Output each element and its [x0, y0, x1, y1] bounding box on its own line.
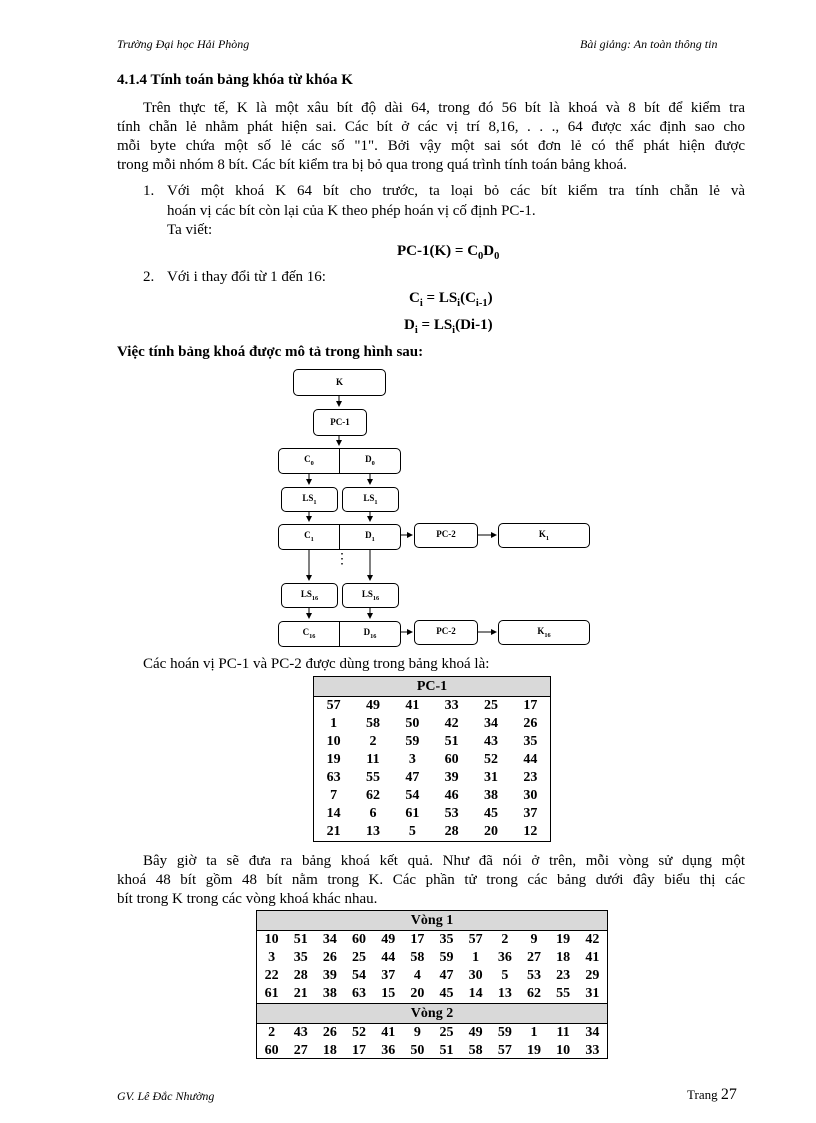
round-2-cell: 59	[497, 1025, 512, 1040]
pc1-cell: 25	[483, 698, 498, 713]
round-1-cell: 23	[556, 968, 571, 983]
round-1-cell: 14	[468, 986, 483, 1001]
pc1-cell: 5	[408, 824, 416, 839]
pc1-cell: 7	[330, 788, 338, 803]
box-c0-d0	[278, 448, 401, 474]
round-2-cell: 52	[352, 1025, 367, 1040]
pc1-cell: 12	[523, 824, 538, 839]
pc1-cell: 6	[369, 806, 377, 821]
round-1-cell: 38	[322, 986, 337, 1001]
round-1-cell: 20	[410, 986, 425, 1001]
formula-ci: $C_i = LS_i(C_{i-1})$	[409, 290, 493, 309]
label-d16: $D_{16}$	[363, 627, 377, 640]
round-1-cell: 5	[501, 968, 509, 983]
round-2-cell: 49	[468, 1025, 483, 1040]
pc1-cell: 45	[483, 806, 498, 821]
formula-pc1: $PC-1(K) = C_0D_0$	[397, 243, 500, 262]
round-1-cell: 37	[381, 968, 396, 983]
pc1-cell: 61	[405, 806, 420, 821]
pc1-cell: 31	[483, 770, 498, 785]
round-1-cell: 31	[585, 986, 600, 1001]
round-1-cell: 29	[585, 968, 600, 983]
box-c16-d16	[278, 621, 401, 647]
round-2-row	[257, 1042, 607, 1060]
round-1-cell: 3	[268, 950, 276, 965]
round-2-title: Vòng 2	[257, 1004, 607, 1024]
pc1-cell: 52	[483, 752, 498, 767]
header-left: Trường Đại học Hải Phòng	[117, 37, 250, 51]
round-1-cell: 34	[322, 932, 337, 947]
round-1-cell: 9	[530, 932, 538, 947]
round-1-row	[257, 949, 607, 967]
round-1-cell: 17	[410, 932, 425, 947]
step-2-number: 2.	[143, 269, 155, 285]
round-1-cell: 54	[352, 968, 367, 983]
round-1-cell: 2	[501, 932, 509, 947]
pc1-row	[314, 787, 550, 805]
round-1-cell: 36	[497, 950, 512, 965]
round-2-cell: 57	[497, 1043, 512, 1058]
round-1-cell: 63	[352, 986, 367, 1001]
round-2-cell: 51	[439, 1043, 454, 1058]
round-2-cell: 58	[468, 1043, 483, 1058]
box-c1-d1	[278, 524, 401, 550]
round-2-cell: 10	[556, 1043, 571, 1058]
round-1-cell: 13	[497, 986, 512, 1001]
round-1-cell: 57	[468, 932, 483, 947]
round-2-cell: 43	[293, 1025, 308, 1040]
pc1-cell: 51	[444, 734, 459, 749]
box-ls1-right: $LS_1$	[342, 487, 399, 512]
round-1-row	[257, 967, 607, 985]
label-d1: $D_1$	[365, 530, 375, 543]
outro-line-2: khoá 48 bít gồm 48 bít nằm trong K. Các phần tử trong các bảng dưới đây biểu thị các	[117, 872, 745, 888]
pc1-cell: 60	[444, 752, 459, 767]
pc1-cell: 19	[326, 752, 341, 767]
round-1-cell: 45	[439, 986, 454, 1001]
diagram-ellipsis: ⋮	[335, 552, 349, 567]
pc1-cell: 38	[483, 788, 498, 803]
round-2-cell: 41	[381, 1025, 396, 1040]
pc1-cell: 20	[483, 824, 498, 839]
intro-line-2: tính chẵn lẻ nhằm phát hiện sai. Các bít ở các vị trí 8,16, . . ., 64 được xác định sao cho	[117, 119, 745, 135]
round-1-cell: 41	[585, 950, 600, 965]
round-2-cell: 25	[439, 1025, 454, 1040]
round-1-row	[257, 985, 607, 1004]
pc1-cell: 28	[444, 824, 459, 839]
round-2-cell: 2	[268, 1025, 276, 1040]
round-1-cell: 39	[322, 968, 337, 983]
pc1-cell: 63	[326, 770, 341, 785]
round-1-cell: 21	[293, 986, 308, 1001]
pc1-cell: 49	[365, 698, 380, 713]
label-d0: $D_0$	[365, 454, 375, 467]
pc1-row	[314, 769, 550, 787]
pc1-cell: 10	[326, 734, 341, 749]
section-title: 4.1.4 Tính toán bảng khóa từ khóa K	[117, 72, 353, 88]
intro-line-1: Trên thực tế, K là một xâu bít độ dài 64, trong đó 56 bít là khoá và 8 bít để kiểm tra	[143, 100, 745, 116]
round-1-cell: 59	[439, 950, 454, 965]
pc1-cell: 41	[405, 698, 420, 713]
round-1-cell: 58	[410, 950, 425, 965]
pc1-cell: 21	[326, 824, 341, 839]
round-2-cell: 50	[410, 1043, 425, 1058]
round-2-cell: 33	[585, 1043, 600, 1058]
box-ls16-right: $LS_{16}$	[342, 583, 399, 608]
round-1-cell: 26	[322, 950, 337, 965]
pc1-row	[314, 805, 550, 823]
round-2-cell: 26	[322, 1025, 337, 1040]
pc1-cell: 59	[405, 734, 420, 749]
round-1-cell: 1	[472, 950, 480, 965]
box-k: K	[293, 369, 386, 396]
round-1-cell: 28	[293, 968, 308, 983]
round-1-cell: 47	[439, 968, 454, 983]
pc1-cell: 35	[523, 734, 538, 749]
pc1-cell: 33	[444, 698, 459, 713]
outro-line-1: Bây giờ ta sẽ đưa ra bảng khoá kết quả. Như đã nói ở trên, mỗi vòng sử dụng một	[143, 853, 745, 869]
round-1-cell: 55	[556, 986, 571, 1001]
round-1-cell: 35	[293, 950, 308, 965]
pc1-cell: 37	[523, 806, 538, 821]
round-1-cell: 19	[556, 932, 571, 947]
outro-line-3: bít trong K trong các vòng khoá khác nhau.	[117, 891, 378, 907]
pc1-cell: 62	[365, 788, 380, 803]
label-c1: $C_1$	[304, 530, 314, 543]
intro-line-4: trong mỗi nhóm 8 bít. Các bít kiểm tra bị bỏ qua trong quá trình tính toán bảng khoá.	[117, 157, 627, 173]
box-pc2-1: PC-2	[414, 523, 478, 548]
pc1-table	[314, 677, 550, 841]
round-1-cell: 49	[381, 932, 396, 947]
pc1-table-title: PC-1	[314, 677, 550, 697]
round-2-row	[257, 1024, 607, 1043]
round-2-cell: 17	[352, 1043, 367, 1058]
pc1-cell: 14	[326, 806, 341, 821]
round-1-cell: 22	[264, 968, 279, 983]
round-1-cell: 51	[293, 932, 308, 947]
round-1-cell: 35	[439, 932, 454, 947]
round-2-cell: 18	[322, 1043, 337, 1058]
intro-line-3: mỗi byte chứa một số lẻ các số "1". Bởi vậy một sai sót đơn lẻ có thể phát hiện được	[117, 138, 745, 154]
pc1-cell: 11	[366, 752, 380, 767]
round-1-cell: 4	[413, 968, 421, 983]
pc1-cell: 43	[483, 734, 498, 749]
step-2-line: Với i thay đổi từ 1 đến 16:	[167, 269, 326, 285]
label-c0: $C_0$	[304, 454, 314, 467]
pc1-cell: 17	[523, 698, 538, 713]
round-1-row	[257, 931, 607, 950]
pc1-cell: 30	[523, 788, 538, 803]
pc1-cell: 44	[523, 752, 538, 767]
label-c16: $C_{16}$	[302, 627, 316, 640]
pc1-cell: 34	[483, 716, 498, 731]
pc1-row	[314, 823, 550, 841]
box-k16: $K_{16}$	[498, 620, 590, 645]
round-1-title: Vòng 1	[257, 911, 607, 931]
round-1-cell: 62	[526, 986, 541, 1001]
footer-author: GV. Lê Đắc Nhường	[117, 1089, 215, 1103]
pc1-cell: 1	[330, 716, 338, 731]
box-ls1-left: $LS_1$	[281, 487, 338, 512]
box-pc1: PC-1	[313, 409, 367, 436]
pc1-cell: 39	[444, 770, 459, 785]
pc1-cell: 54	[405, 788, 420, 803]
pc1-row	[314, 715, 550, 733]
round-2-cell: 9	[413, 1025, 421, 1040]
round-1-cell: 60	[352, 932, 367, 947]
round-2-cell: 27	[293, 1043, 308, 1058]
pc1-cell: 13	[365, 824, 380, 839]
pc1-cell: 26	[523, 716, 538, 731]
round-1-cell: 44	[381, 950, 396, 965]
round-2-cell: 36	[381, 1043, 396, 1058]
pc1-cell: 58	[365, 716, 380, 731]
round-1-cell: 61	[264, 986, 279, 1001]
footer-page: Trang 27	[687, 1086, 737, 1103]
pc1-cell: 46	[444, 788, 459, 803]
round-1-cell: 15	[381, 986, 396, 1001]
step-1-line-3: Ta viết:	[167, 222, 213, 238]
box-pc2-16: PC-2	[414, 620, 478, 645]
header-right: Bài giảng: An toàn thông tin	[580, 37, 718, 51]
step-1-line-2: hoán vị các bít còn lại của K theo phép hoán vị cố định PC-1.	[167, 203, 536, 219]
step-1-number: 1.	[143, 183, 155, 199]
diagram-caption: Việc tính bảng khoá được mô tả trong hình sau:	[117, 344, 424, 360]
round-1-cell: 10	[264, 932, 279, 947]
round-1-cell: 27	[526, 950, 541, 965]
round-2-cell: 1	[530, 1025, 538, 1040]
pc1-cell: 50	[405, 716, 420, 731]
pc1-row	[314, 697, 550, 716]
round-1-cell: 53	[526, 968, 541, 983]
pc1-cell: 2	[369, 734, 377, 749]
step-1-line-1: Với một khoá K 64 bít cho trước, ta loại bỏ các bít kiểm tra tính chẵn lẻ và	[167, 183, 745, 199]
pc1-cell: 47	[405, 770, 420, 785]
rounds-table	[257, 911, 607, 1060]
round-1-cell: 25	[352, 950, 367, 965]
pc1-cell: 3	[408, 752, 416, 767]
round-2-cell: 34	[585, 1025, 600, 1040]
pc1-intro: Các hoán vị PC-1 và PC-2 được dùng trong bảng khoá là:	[143, 656, 490, 672]
box-ls16-left: $LS_{16}$	[281, 583, 338, 608]
round-2-cell: 11	[556, 1025, 570, 1040]
formula-di: $D_i = LS_i(Di-1)$	[404, 317, 493, 336]
pc1-row	[314, 733, 550, 751]
round-1-cell: 42	[585, 932, 600, 947]
round-1-cell: 18	[556, 950, 571, 965]
pc1-cell: 57	[326, 698, 341, 713]
round-2-cell: 60	[264, 1043, 279, 1058]
round-1-cell: 30	[468, 968, 483, 983]
box-k1: $K_1$	[498, 523, 590, 548]
round-2-cell: 19	[526, 1043, 541, 1058]
pc1-cell: 55	[365, 770, 380, 785]
pc1-cell: 42	[444, 716, 459, 731]
pc1-cell: 23	[523, 770, 538, 785]
pc1-cell: 53	[444, 806, 459, 821]
pc1-row	[314, 751, 550, 769]
